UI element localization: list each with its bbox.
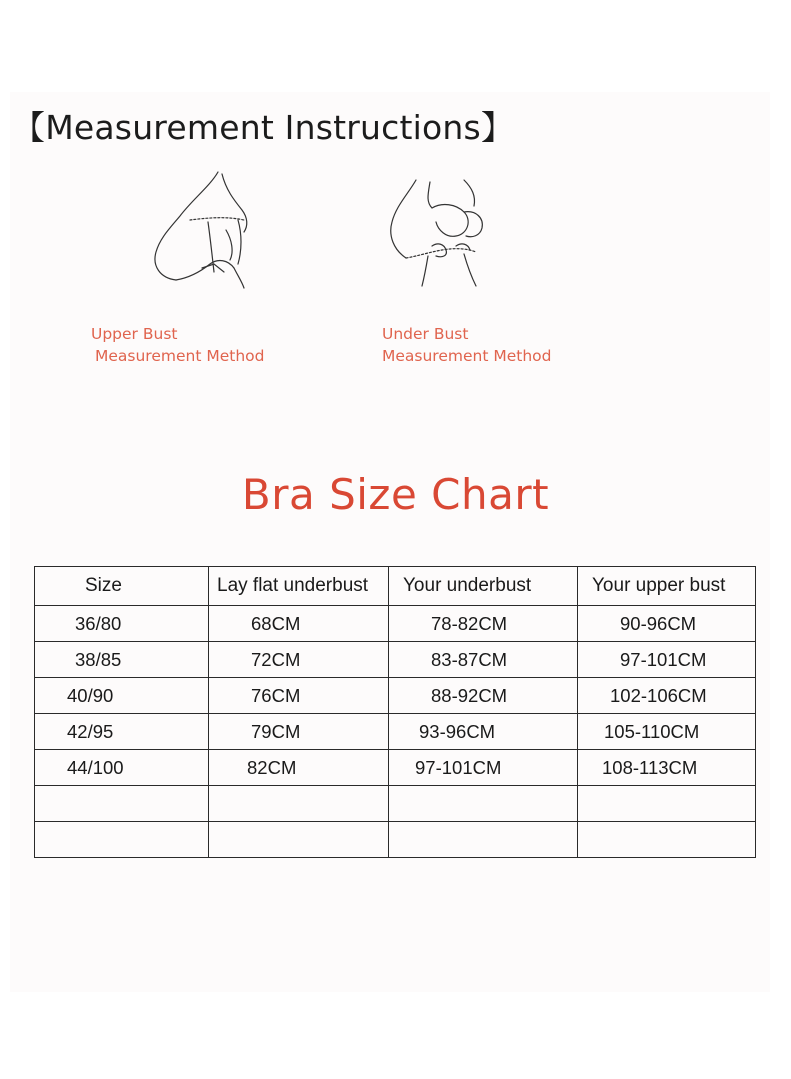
empty-cell	[578, 822, 756, 858]
header-size: Size	[35, 567, 209, 606]
cell-size: 44/100	[35, 750, 209, 786]
table-row	[35, 678, 756, 714]
header-your-underbust: Your underbust	[389, 567, 578, 606]
empty-cell	[35, 786, 209, 822]
table-row-empty	[35, 822, 756, 858]
empty-cell	[578, 786, 756, 822]
cell-lay-flat: 82CM	[209, 750, 389, 786]
cell-size: 38/85	[35, 642, 209, 678]
upper-bust-illustration-icon	[130, 160, 270, 300]
cell-upper-bust: 97-101CM	[578, 642, 756, 678]
cell-size: 40/90	[35, 678, 209, 714]
upper-bust-method-label	[91, 323, 264, 367]
cell-size: 36/80	[35, 606, 209, 642]
size-table	[34, 566, 756, 858]
cell-upper-bust: 108-113CM	[578, 750, 756, 786]
under-bust-illustration-icon	[372, 160, 512, 300]
cell-upper-bust: 105-110CM	[578, 714, 756, 750]
under-bust-method-line1: Under Bust	[382, 325, 469, 343]
table-row	[35, 606, 756, 642]
measurement-instructions-heading: 【Measurement Instructions】	[12, 108, 515, 147]
cell-size: 42/95	[35, 714, 209, 750]
table-row	[35, 750, 756, 786]
table-row	[35, 714, 756, 750]
cell-lay-flat: 72CM	[209, 642, 389, 678]
empty-cell	[389, 786, 578, 822]
table-row-empty	[35, 786, 756, 822]
empty-cell	[209, 786, 389, 822]
bra-size-chart-title: Bra Size Chart	[241, 470, 550, 519]
cell-lay-flat: 76CM	[209, 678, 389, 714]
empty-cell	[389, 822, 578, 858]
upper-bust-method-line1: Upper Bust	[91, 325, 178, 343]
cell-underbust: 78-82CM	[389, 606, 578, 642]
empty-cell	[35, 822, 209, 858]
upper-bust-method-line2: Measurement Method	[95, 347, 265, 365]
cell-underbust: 93-96CM	[389, 714, 578, 750]
header-your-upper-bust: Your upper bust	[578, 567, 756, 606]
empty-cell	[209, 822, 389, 858]
cell-upper-bust: 102-106CM	[578, 678, 756, 714]
table-header-row	[35, 567, 756, 606]
cell-lay-flat: 79CM	[209, 714, 389, 750]
under-bust-method-line2: Measurement Method	[382, 347, 552, 365]
header-lay-flat-underbust: Lay flat underbust	[209, 567, 389, 606]
cell-upper-bust: 90-96CM	[578, 606, 756, 642]
cell-underbust: 83-87CM	[389, 642, 578, 678]
under-bust-method-label	[382, 323, 551, 367]
cell-lay-flat: 68CM	[209, 606, 389, 642]
cell-underbust: 97-101CM	[389, 750, 578, 786]
cell-underbust: 88-92CM	[389, 678, 578, 714]
table-row	[35, 642, 756, 678]
